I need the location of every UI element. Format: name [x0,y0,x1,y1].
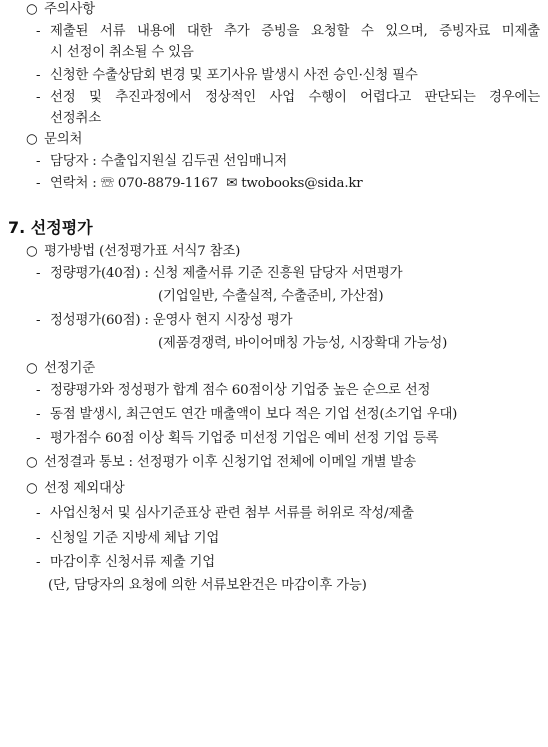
exclusion-note-text: (단, 담당자의 요청에 의한 서류보완건은 마감이후 가능) [48,578,367,593]
section-heading: 7. 선정평가 [8,218,93,237]
notes-title: 주의사항 [44,2,95,17]
notes-item-1 [36,22,540,42]
qual-detail [158,334,447,354]
notes-item-2 [36,66,418,86]
circle-bullet: ○ [26,481,38,496]
criteria-item-3 [36,429,438,449]
dash-bullet: - [36,90,41,105]
criteria-title-line [26,359,95,379]
notes-item-1-cont [50,43,194,63]
circle-bullet: ○ [26,244,38,259]
dash-bullet: - [36,266,41,281]
notes-item-text: 제출된 서류 내용에 대한 추가 증빙을 요청할 수 있으며, 증빙자료 미제출 [50,24,540,39]
exclusion-title: 선정 제외대상 [44,481,125,496]
qual-detail-text: (제품경쟁력, 바이어매칭 가능성, 시장확대 가능성) [158,336,448,351]
notes-item-text: 시 선정이 취소될 수 있음 [50,45,194,60]
exclusion-text: 사업신청서 및 심사기준표상 관련 첨부 서류를 허위로 작성/제출 [50,506,414,521]
notes-title-line [26,0,95,20]
dash-bullet: - [36,407,41,422]
mail-icon: ✉ [226,176,238,191]
circle-bullet: ○ [26,132,38,147]
exclusion-item-3 [36,553,215,573]
exclusion-text: 마감이후 신청서류 제출 기업 [50,555,215,570]
quant-detail [158,287,383,307]
exclusion-title-line [26,479,124,499]
exclusion-item-1 [36,504,414,524]
circle-bullet: ○ [26,361,38,376]
dash-bullet: - [36,154,41,169]
contact-email[interactable]: twobooks@sida.kr [241,176,363,191]
contact-title: 문의처 [44,132,83,147]
notes-item-text: 신청한 수출상담회 변경 및 포기사유 발생시 사전 승인·신청 필수 [50,68,418,83]
dash-bullet: - [36,431,41,446]
dash-bullet: - [36,383,41,398]
dash-bullet: - [36,24,41,39]
circle-bullet: ○ [26,455,38,470]
notice-line [26,453,416,473]
dash-bullet: - [36,555,41,570]
qual-eval [36,311,292,331]
dash-bullet: - [36,313,41,328]
dash-bullet: - [36,531,41,546]
method-title-line [26,242,240,262]
contact-person [36,152,287,172]
quant-eval [36,264,402,284]
criteria-text: 동점 발생시, 최근연도 연간 매출액이 보다 적은 기업 선정(소기업 우대) [50,407,458,422]
circle-bullet: ○ [26,2,38,17]
dash-bullet: - [36,506,41,521]
criteria-item-1 [36,381,430,401]
notes-item-text: 선정 및 추진과정에서 정상적인 사업 수행이 어렵다고 판단되는 경우에는 [50,90,540,105]
notes-item-text: 선정취소 [50,111,101,126]
criteria-title: 선정기준 [44,361,95,376]
contact-phone-line [36,174,363,194]
criteria-text: 평가점수 60점 이상 획득 기업중 미선정 기업은 예비 선정 기업 등록 [50,431,439,446]
criteria-item-2 [36,405,457,425]
notice-text: 선정결과 통보 : 선정평가 이후 신청기업 전체에 이메일 개별 발송 [44,455,416,470]
dash-bullet: - [36,68,41,83]
criteria-text: 정량평가와 정성평가 합계 점수 60점이상 기업중 높은 순으로 선정 [50,383,431,398]
exclusion-note [48,576,367,596]
notes-item-3 [36,88,540,108]
contact-phone-label: 연락처 : [50,176,97,191]
notes-item-3-cont [50,109,101,129]
method-title: 평가방법 (선정평가표 서식7 참조) [44,244,241,259]
dash-bullet: - [36,176,41,191]
qual-eval-text: 정성평가(60점) : 운영사 현지 시장성 평가 [50,313,293,328]
contact-phone: 070-8879-1167 [117,176,219,191]
contact-title-line [26,130,82,150]
exclusion-item-2 [36,529,219,549]
quant-eval-text: 정량평가(40점) : 신청 제출서류 기준 진흥원 담당자 서면평가 [50,266,403,281]
exclusion-text: 신청일 기준 지방세 체납 기업 [50,531,220,546]
phone-icon: ☏ [100,176,114,191]
contact-person-text: 담당자 : 수출입지원실 김두권 선임매니저 [50,154,288,169]
quant-detail-text: (기업일반, 수출실적, 수출준비, 가산점) [158,289,384,304]
